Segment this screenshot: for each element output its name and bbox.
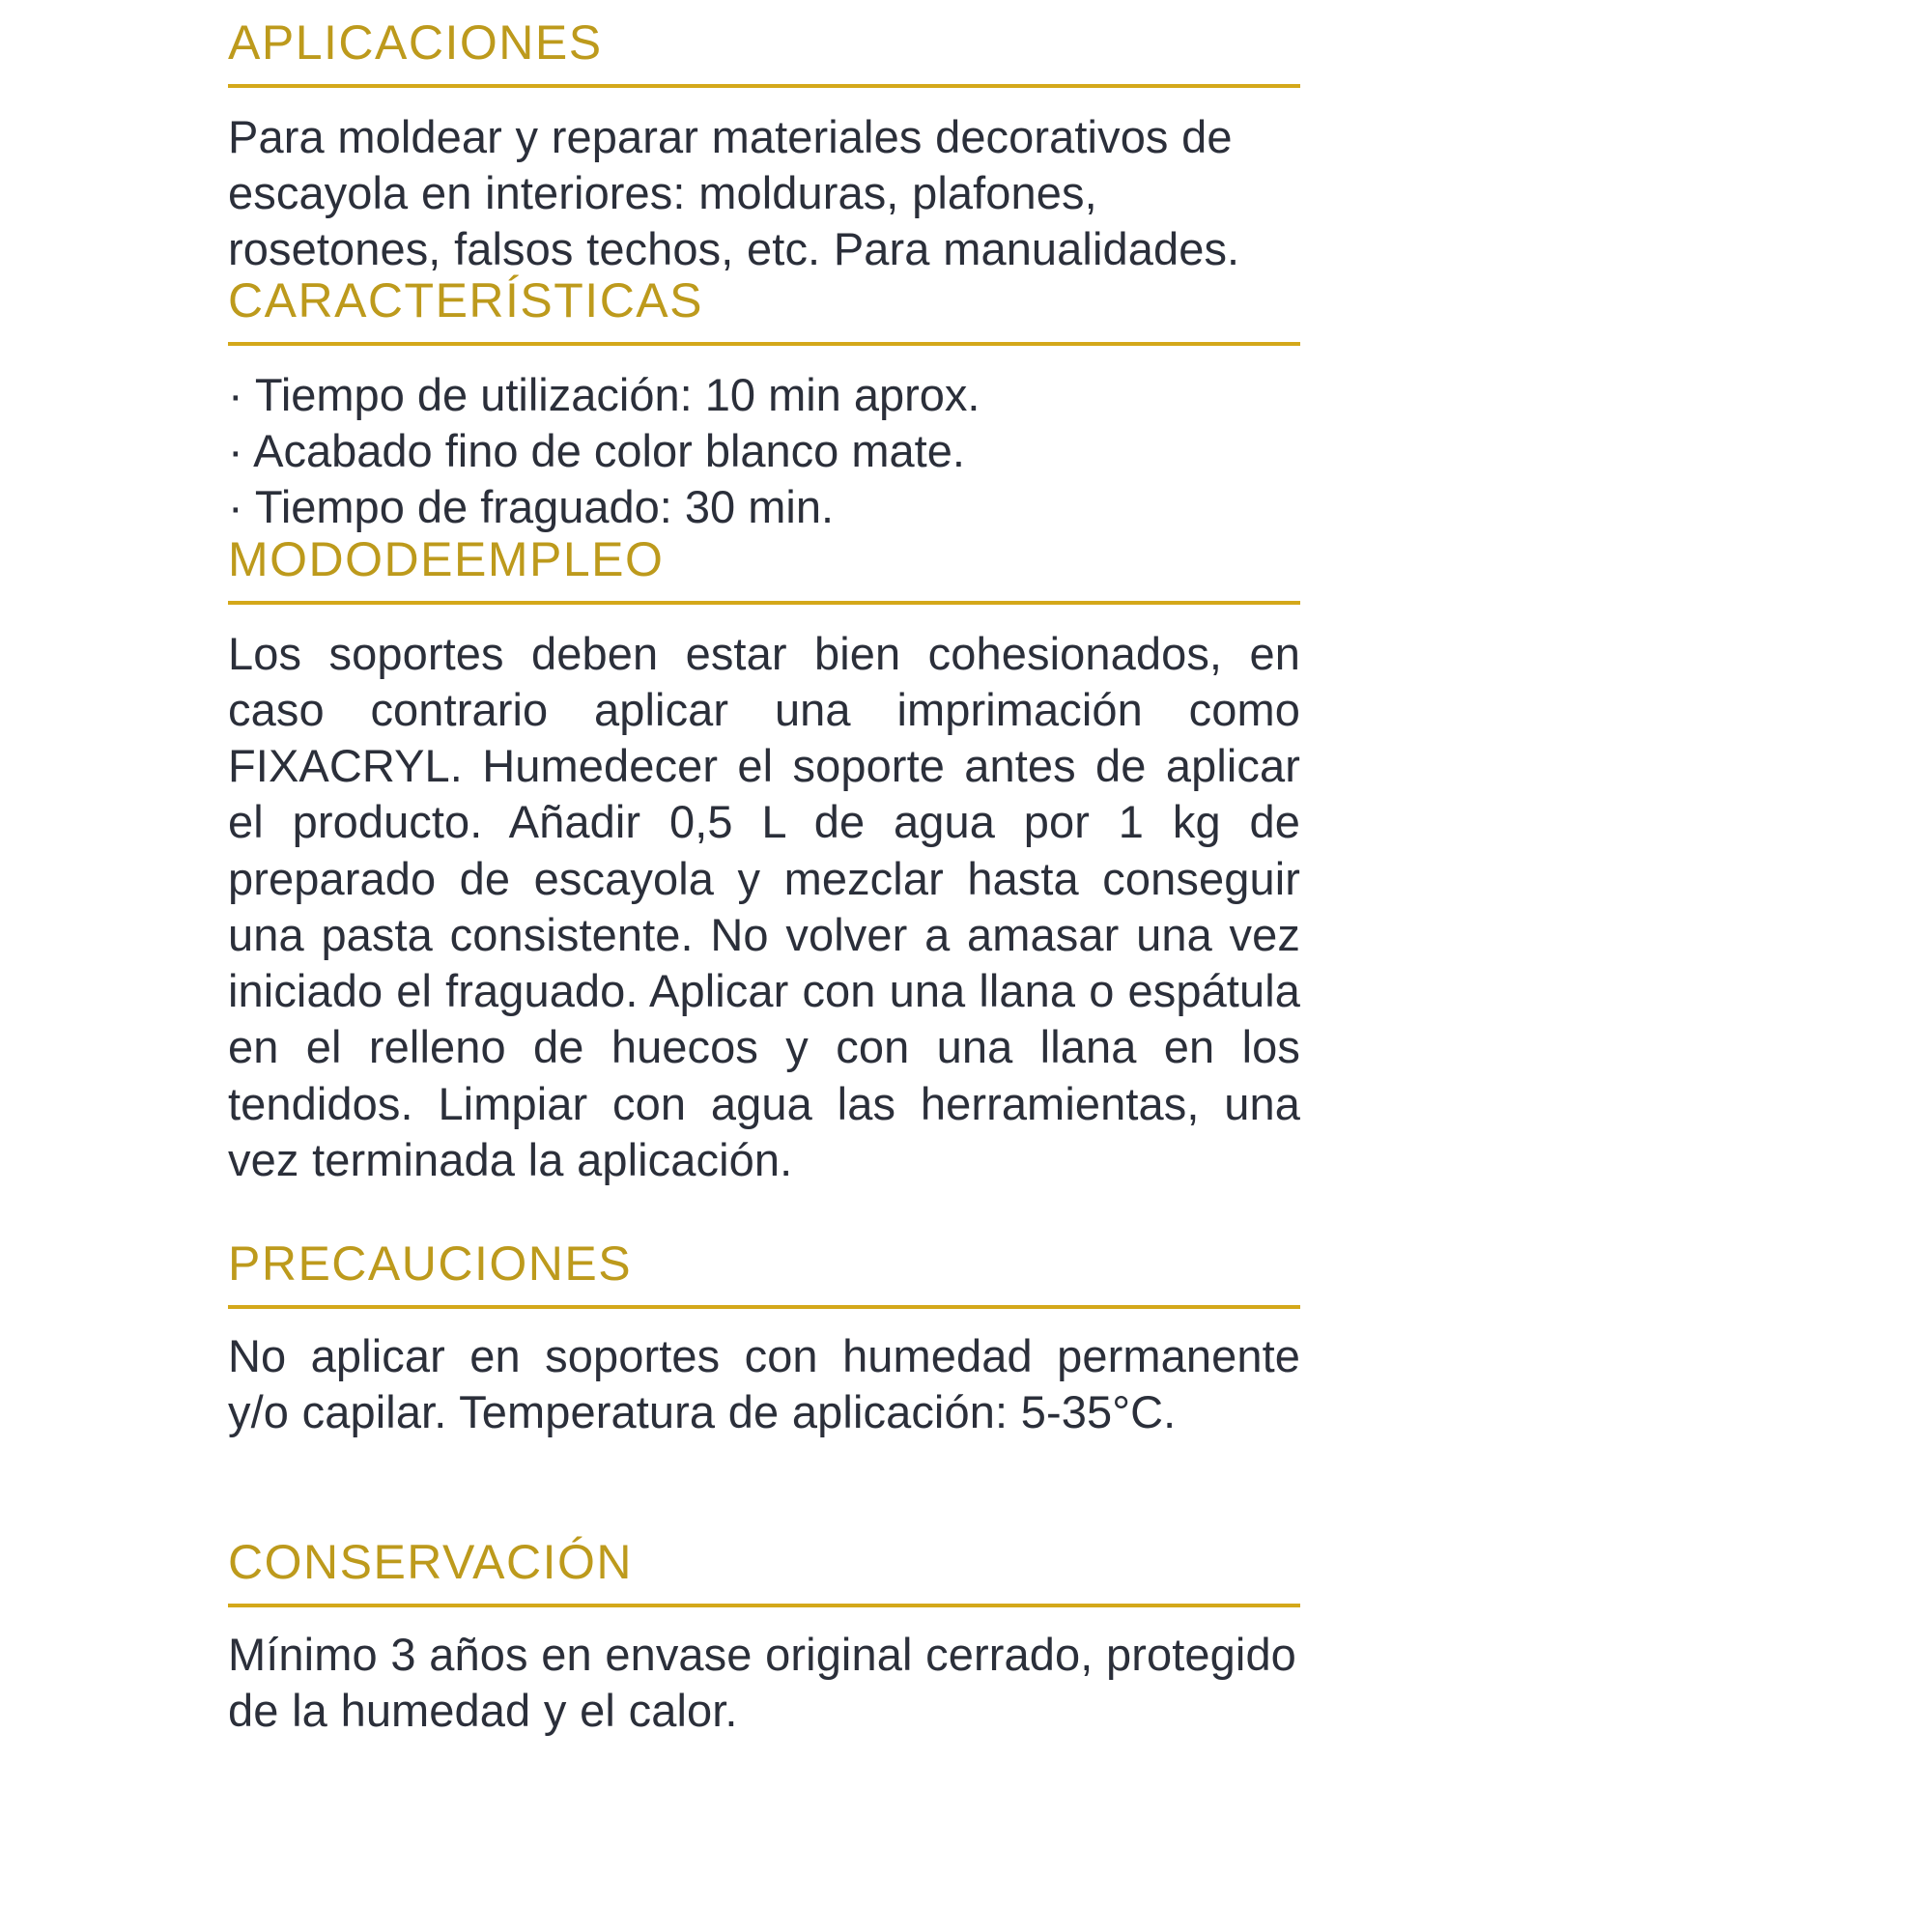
section-modo-de-empleo (228, 534, 1300, 1188)
section-precauciones (228, 1238, 1300, 1440)
section-heading-caracteristicas: CARACTERÍSTICAS (228, 273, 704, 327)
section-caracteristicas (228, 275, 1300, 535)
section-heading-modo-de-empleo: MODODEEMPLEO (228, 532, 665, 586)
section-body-conservacion: Mínimo 3 años en envase original cerrado, protegido de la humedad y el calor. (228, 1628, 1296, 1736)
section-body-precauciones: No aplicar en soportes con humedad permanente y/o capilar. Temperatura de aplicación: 5-35°C. (228, 1329, 1300, 1437)
section-body-aplicaciones: Para moldear y reparar materiales decorativos de escayola en interiores: molduras, plafones, rosetones, falsos techos, etc. Para manualidades. (228, 110, 1240, 275)
section-divider-aplicaciones (228, 84, 1300, 88)
section-conservacion (228, 1537, 1300, 1739)
section-heading-aplicaciones: APLICACIONES (228, 15, 603, 70)
section-heading-precauciones: PRECAUCIONES (228, 1236, 633, 1291)
section-divider-conservacion (228, 1604, 1300, 1607)
list-item: · Tiempo de fraguado: 30 min. (228, 481, 835, 533)
section-heading-conservacion: CONSERVACIÓN (228, 1535, 634, 1589)
section-divider-modo-de-empleo (228, 601, 1300, 605)
section-divider-caracteristicas (228, 342, 1300, 346)
characteristics-list (228, 367, 1300, 536)
section-body-modo-de-empleo: Los soportes deben estar bien cohesionados, en caso contrario aplicar una imprimación como FIXACRYL. Humedecer el soporte antes de aplicar el producto. Añadir 0,5 L de agua por 1 kg de preparado de escayola y mezclar hasta conseguir una pasta consistente. No volver a amasar una vez iniciado el fraguado. Aplicar con una llana o espátula en el relleno de huecos y con una llana en los tendidos. Limpiar con agua las herramientas, una vez terminada la aplicación. (228, 627, 1300, 1185)
section-divider-precauciones (228, 1305, 1300, 1309)
section-aplicaciones (228, 17, 1300, 277)
list-item: · Tiempo de utilización: 10 min aprox. (228, 368, 980, 420)
list-item: · Acabado fino de color blanco mate. (228, 424, 965, 476)
